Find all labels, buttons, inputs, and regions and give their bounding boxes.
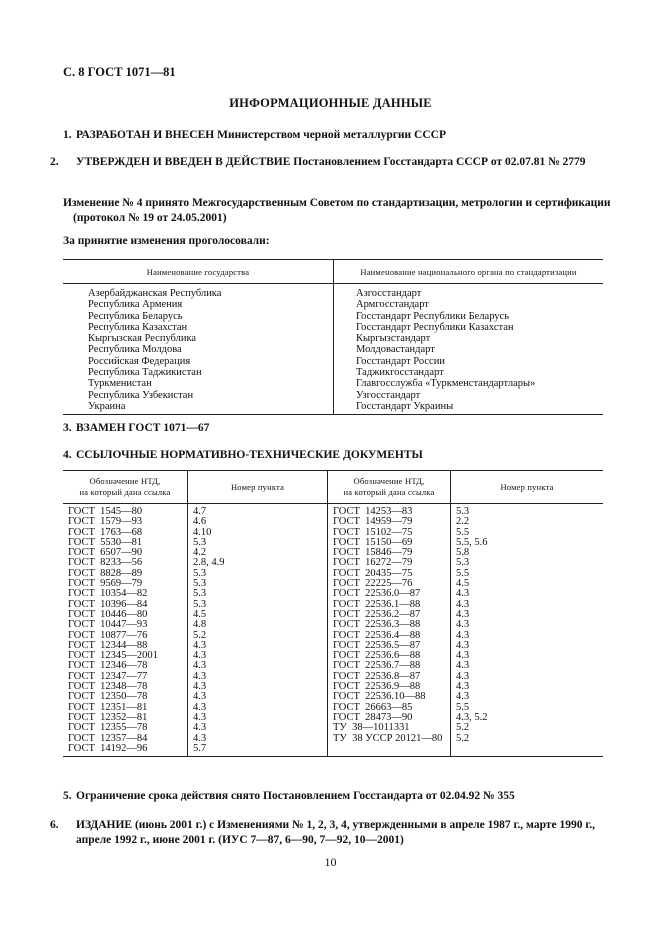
ref-doc: ГОСТ 22536.10—88 [333, 691, 426, 703]
refs-left-docs [63, 504, 188, 757]
item-4-number: 4. [63, 449, 72, 461]
ref-doc: ГОСТ 12350—78 [68, 691, 148, 703]
ref-point: 4.10 [193, 526, 212, 538]
ref-doc: ГОСТ 14959—79 [333, 516, 413, 528]
ref-point: 5.3 [193, 567, 207, 579]
states-table [63, 259, 603, 415]
ref-point: 5.5, 5.6 [456, 536, 488, 548]
item-1-number: 1. [63, 129, 72, 141]
ref-doc: ГОСТ 1763—68 [68, 526, 143, 538]
ref-doc: ГОСТ 12352—81 [68, 711, 148, 723]
ref-point: 4.3 [193, 660, 207, 672]
ref-doc: ГОСТ 10447—93 [68, 619, 148, 631]
ref-doc: ТУ 38—1011331 [333, 722, 410, 734]
ref-doc: ГОСТ 15150—69 [333, 536, 413, 548]
refs-header-point-right: Номер пункта [451, 471, 604, 504]
item-1 [63, 128, 603, 143]
standards-body-name: Главгосслужба «Туркменстандартлары» [356, 378, 536, 390]
ref-doc: ГОСТ 1545—80 [68, 506, 143, 517]
ref-doc: ГОСТ 22536.0—87 [333, 588, 421, 600]
ref-point: 5.3 [456, 506, 470, 517]
ref-point: 5.3 [193, 588, 207, 600]
ref-doc: ГОСТ 22536.4—88 [333, 629, 421, 641]
item-1-lead: РАЗРАБОТАН И ВНЕСЕН [76, 129, 215, 141]
ref-point: 4.3 [193, 639, 207, 651]
ref-point: 4.3 [193, 701, 207, 713]
ref-point: 4.3 [193, 691, 207, 703]
refs-header-ntd-right: Обозначение НТД, на который дана ссылка [328, 471, 451, 504]
ref-point: 4.5 [456, 578, 470, 590]
ref-point: 5.2 [193, 629, 207, 641]
ref-point: 4.3 [456, 670, 470, 682]
page-number: 10 [324, 855, 337, 869]
ref-point: 4.3 [456, 660, 470, 672]
ref-doc: ГОСТ 10396—84 [68, 598, 148, 610]
ref-point: 5.3 [456, 557, 470, 569]
standards-body-name: Азгосстандарт [356, 288, 422, 299]
ref-point: 4.3 [193, 650, 207, 662]
ref-point: 5.5 [456, 567, 470, 579]
ref-doc: ГОСТ 22536.6—88 [333, 650, 421, 662]
ref-doc: ГОСТ 22536.3—88 [333, 619, 421, 631]
ref-doc: ГОСТ 15846—79 [333, 547, 413, 559]
ref-point: 4.3 [456, 681, 470, 693]
state-name: Республика Таджикистан [88, 367, 202, 379]
ref-doc: ГОСТ 12348—78 [68, 681, 148, 693]
ref-doc: ГОСТ 22536.7—88 [333, 660, 421, 672]
standards-body-name: Кыргызстандарт [356, 333, 431, 345]
ref-doc: ГОСТ 14192—96 [68, 742, 148, 754]
ref-doc: ГОСТ 28473—90 [333, 711, 413, 723]
standards-body-name: Госстандарт Украины [356, 400, 454, 412]
ref-point: 4.6 [193, 516, 207, 528]
ref-doc: ГОСТ 10446—80 [68, 608, 148, 620]
standards-body-name: Молдовастандарт [356, 344, 435, 356]
state-name: Республика Молдова [88, 344, 182, 356]
ref-point: 4.3 [193, 670, 207, 682]
ref-doc: ГОСТ 12346—78 [68, 660, 148, 672]
ref-doc: ГОСТ 9569—79 [68, 578, 143, 590]
ref-doc: ГОСТ 22536.9—88 [333, 681, 421, 693]
ref-doc: ГОСТ 12357—84 [68, 732, 148, 744]
amendment-note: Изменение № 4 принято Межгосударственным Советом по стандартизации, метрологии и сертификации (протокол № 19 от 24.05.2001) [63, 197, 611, 224]
item-4-text: ССЫЛОЧНЫЕ НОРМАТИВНО-ТЕХНИЧЕСКИЕ ДОКУМЕНТЫ [76, 449, 423, 461]
item-6-number: 6. [50, 819, 59, 831]
ref-doc: ГОСТ 12347—77 [68, 670, 148, 682]
standards-body-name: Госстандарт России [356, 355, 445, 367]
ref-point: 4.3, 5.2 [456, 711, 488, 723]
ref-point: 4.3 [193, 722, 207, 734]
state-name: Республика Армения [88, 299, 183, 311]
ref-doc: ГОСТ 26663—85 [333, 701, 413, 713]
standards-body-name: Армгосстандарт [356, 299, 429, 311]
ref-point: 5.8 [456, 547, 470, 559]
state-name: Российская Федерация [88, 355, 191, 367]
ref-point: 4.3 [456, 691, 470, 703]
ref-doc: ГОСТ 16272—79 [333, 557, 413, 569]
ref-point: 5.3 [193, 598, 207, 610]
ref-doc: ГОСТ 22536.1—88 [333, 598, 421, 610]
ref-doc: ГОСТ 6507—90 [68, 547, 143, 559]
ref-point: 4.3 [193, 732, 207, 744]
ref-doc: ГОСТ 10877—76 [68, 629, 148, 641]
item-2-number: 2. [50, 156, 59, 168]
ref-point: 5.5 [456, 526, 470, 538]
bodies-list [334, 284, 604, 415]
item-6-text: ИЗДАНИЕ (июнь 2001 г.) с Изменениями № 1, 2, 3, 4, утвержденными в апреле 1987 г., марте 1990 г., апреле 1992 г., июне 2001 г. (ИУС 7—87, 6—90, 7—92, 10—2001) [76, 819, 595, 846]
ref-doc: ГОСТ 14253—83 [333, 506, 413, 517]
ref-point: 4.3 [193, 681, 207, 693]
ref-doc: ГОСТ 10354—82 [68, 588, 148, 600]
ref-point: 4.2 [193, 547, 207, 559]
ref-doc: ГОСТ 22536.8—87 [333, 670, 421, 682]
item-4 [63, 448, 603, 463]
ref-doc: ГОСТ 12344—88 [68, 639, 148, 651]
refs-right-points [451, 504, 604, 757]
ref-point: 5.5 [456, 701, 470, 713]
state-name: Кыргызская Республика [88, 333, 197, 345]
item-6 [50, 818, 616, 848]
voted-label: За принятие изменения проголосовали: [63, 235, 270, 247]
refs-right-docs [328, 504, 451, 757]
refs-left-points [188, 504, 328, 757]
ref-point: 5.2 [456, 732, 470, 744]
item-1-text: Министерством черной металлургии СССР [214, 129, 446, 141]
states-list [63, 284, 334, 415]
item-3-text: ВЗАМЕН ГОСТ 1071—67 [76, 422, 210, 434]
ref-point: 4.3 [456, 629, 470, 641]
state-name: Республика Казахстан [88, 321, 188, 333]
ref-point: 4.3 [456, 598, 470, 610]
ref-point: 2.8, 4.9 [193, 557, 225, 569]
state-name: Туркменистан [88, 378, 152, 390]
state-name: Азербайджанская Республика [88, 288, 222, 299]
item-5-number: 5. [63, 790, 72, 802]
states-header-state: Наименование государства [63, 260, 334, 284]
ref-point: 4.3 [456, 650, 470, 662]
state-name: Республика Беларусь [88, 310, 183, 322]
item-3 [63, 421, 603, 436]
refs-header-point-left: Номер пункта [188, 471, 328, 504]
item-2-text: Постановлением Госстандарта СССР от 02.07.81 № 2779 [290, 156, 586, 168]
item-2-lead: УТВЕРЖДЕН И ВВЕДЕН В ДЕЙСТВИЕ [76, 156, 291, 168]
standards-body-name: Госстандарт Республики Беларусь [356, 310, 510, 322]
page-header: С. 8 ГОСТ 1071—81 [63, 65, 176, 79]
ref-point: 5.2 [456, 722, 470, 734]
ref-doc: ГОСТ 5530—81 [68, 536, 143, 548]
ref-point: 4.3 [193, 711, 207, 723]
ref-doc: ГОСТ 15102—75 [333, 526, 413, 538]
standards-body-name: Узгосстандарт [356, 389, 421, 401]
states-header-body: Наименование национального органа по стандартизации [334, 260, 604, 284]
ref-doc: ГОСТ 22536.5—87 [333, 639, 421, 651]
standards-body-name: Госстандарт Республики Казахстан [356, 321, 514, 333]
ref-doc: ГОСТ 8828—89 [68, 567, 143, 579]
ref-doc: ГОСТ 8233—56 [68, 557, 143, 569]
ref-point: 4.3 [456, 639, 470, 651]
ref-doc: ГОСТ 12351—81 [68, 701, 148, 713]
ref-doc: ГОСТ 22536.2—87 [333, 608, 421, 620]
section-title: ИНФОРМАЦИОННЫЕ ДАННЫЕ [229, 96, 432, 110]
ref-doc: ГОСТ 20435—75 [333, 567, 413, 579]
ref-doc: ТУ 38 УССР 20121—80 [333, 732, 443, 744]
item-5 [63, 789, 603, 804]
item-2 [50, 155, 616, 170]
ref-doc: ГОСТ 22225—76 [333, 578, 413, 590]
ref-point: 4.3 [456, 588, 470, 600]
ref-point: 5.7 [193, 742, 207, 754]
ref-point: 4.8 [193, 619, 207, 631]
ref-point: 5.3 [193, 536, 207, 548]
refs-header-ntd-left: Обозначение НТД, на который дана ссылка [63, 471, 188, 504]
ref-point: 5.3 [193, 578, 207, 590]
ref-point: 4.3 [456, 608, 470, 620]
ref-doc: ГОСТ 12345—2001 [68, 650, 158, 662]
ref-doc: ГОСТ 1579—93 [68, 516, 143, 528]
ref-point: 2.2 [456, 516, 470, 528]
standards-body-name: Таджикгосстандарт [356, 367, 444, 379]
item-3-number: 3. [63, 422, 72, 434]
ref-doc: ГОСТ 12355—78 [68, 722, 148, 734]
ref-point: 4.5 [193, 608, 207, 620]
ref-point: 4.7 [193, 506, 207, 517]
ref-point: 4.3 [456, 619, 470, 631]
state-name: Республика Узбекистан [88, 389, 194, 401]
item-5-text: Ограничение срока действия снято Постановлением Госстандарта от 02.04.92 № 355 [76, 790, 515, 802]
state-name: Украина [88, 400, 126, 412]
refs-table [63, 470, 603, 757]
